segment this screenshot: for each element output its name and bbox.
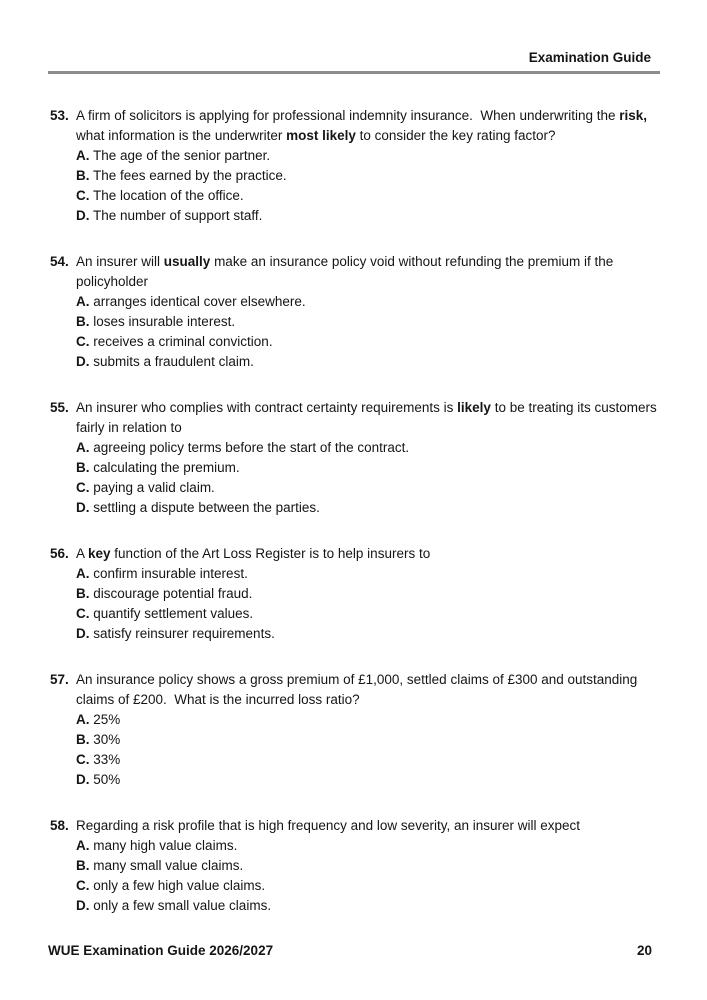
question — [50, 670, 657, 790]
option-letter: A. — [76, 294, 90, 309]
answer-option — [76, 584, 657, 604]
question-stem: An insurer will usually make an insurance policy void without refunding the premium if the policyholder — [76, 254, 618, 289]
option-text: The age of the senior partner. — [89, 148, 271, 163]
option-letter: B. — [76, 732, 90, 747]
answer-option — [76, 458, 657, 478]
option-text: The location of the office. — [89, 188, 244, 203]
option-text: paying a valid claim. — [89, 480, 215, 495]
option-letter: A. — [76, 838, 90, 853]
option-text: discourage potential fraud. — [89, 586, 253, 601]
option-text: 50% — [89, 772, 121, 787]
option-letter: C. — [76, 188, 90, 203]
option-letter: B. — [76, 858, 90, 873]
option-letter: D. — [76, 626, 90, 641]
option-text: 25% — [89, 712, 121, 727]
option-text: submits a fraudulent claim. — [89, 354, 254, 369]
question-stem: An insurance policy shows a gross premium of £1,000, settled claims of £300 and outstanding claims of £200. What is the incurred loss ratio? — [76, 672, 642, 707]
option-text: calculating the premium. — [89, 460, 240, 475]
option-text: quantify settlement values. — [89, 606, 254, 621]
answer-option — [76, 438, 657, 458]
page-number: 20 — [636, 943, 652, 958]
option-text: agreeing policy terms before the start of the contract. — [89, 440, 410, 455]
question-stem: Regarding a risk profile that is high frequency and low severity, an insurer will expect — [76, 818, 580, 833]
answer-option — [76, 624, 657, 644]
option-text: confirm insurable interest. — [89, 566, 248, 581]
option-text: satisfy reinsurer requirements. — [89, 626, 275, 641]
page-footer — [48, 941, 652, 961]
answer-option — [76, 312, 657, 332]
answer-option — [76, 352, 657, 372]
question-body — [76, 816, 657, 916]
answer-option — [76, 478, 657, 498]
option-text: 33% — [89, 752, 121, 767]
option-text: 30% — [89, 732, 121, 747]
option-text: The number of support staff. — [89, 208, 263, 223]
option-letter: C. — [76, 606, 90, 621]
question-number: 58. — [50, 818, 69, 833]
header-title: Examination Guide — [528, 50, 651, 65]
option-text: many small value claims. — [89, 858, 244, 873]
question-stem: A key function of the Art Loss Register is to help insurers to — [76, 546, 431, 561]
answer-option — [76, 730, 657, 750]
question — [50, 544, 657, 644]
option-letter: D. — [76, 898, 90, 913]
option-text: loses insurable interest. — [89, 314, 236, 329]
answer-option — [76, 206, 657, 226]
answer-option — [76, 292, 657, 312]
option-text: settling a dispute between the parties. — [89, 500, 320, 515]
option-text: receives a criminal conviction. — [89, 334, 273, 349]
option-letter: B. — [76, 460, 90, 475]
option-letter: C. — [76, 480, 90, 495]
option-letter: A. — [76, 712, 90, 727]
option-letter: D. — [76, 500, 90, 515]
option-letter: A. — [76, 566, 90, 581]
answer-option — [76, 770, 657, 790]
answer-option — [76, 896, 657, 916]
question — [50, 816, 657, 916]
option-letter: B. — [76, 314, 90, 329]
question-number: 56. — [50, 546, 69, 561]
answer-option — [76, 564, 657, 584]
question — [50, 398, 661, 518]
option-text: only a few small value claims. — [89, 898, 272, 913]
answer-option — [76, 836, 657, 856]
question — [50, 252, 657, 372]
option-letter: C. — [76, 334, 90, 349]
answer-option — [76, 186, 657, 206]
answer-option — [76, 856, 657, 876]
question-body — [76, 670, 657, 790]
option-letter: D. — [76, 208, 90, 223]
question-body — [76, 398, 661, 518]
option-letter: C. — [76, 752, 90, 767]
question-number: 53. — [50, 108, 69, 123]
answer-option — [76, 876, 657, 896]
option-letter: D. — [76, 354, 90, 369]
question-number: 57. — [50, 672, 69, 687]
question-number: 55. — [50, 400, 69, 415]
option-letter: D. — [76, 772, 90, 787]
question-stem: A firm of solicitors is applying for professional indemnity insurance. When underwriting the risk, what information is the underwriter most likely to consider the key rating factor? — [76, 108, 651, 143]
option-letter: A. — [76, 148, 90, 163]
answer-option — [76, 146, 657, 166]
answer-option — [76, 332, 657, 352]
option-text: many high value claims. — [89, 838, 238, 853]
option-letter: B. — [76, 586, 90, 601]
questions-list — [50, 106, 661, 942]
option-text: The fees earned by the practice. — [89, 168, 287, 183]
question — [50, 106, 657, 226]
answer-option — [76, 710, 657, 730]
header-rule — [48, 71, 660, 74]
question-body — [76, 544, 657, 644]
option-letter: A. — [76, 440, 90, 455]
question-stem: An insurer who complies with contract certainty requirements is likely to be treating its customers fairly in relation to — [76, 400, 661, 435]
option-text: arranges identical cover elsewhere. — [89, 294, 306, 309]
question-body — [76, 106, 657, 226]
question-body — [76, 252, 657, 372]
answer-option — [76, 498, 657, 518]
option-letter: C. — [76, 878, 90, 893]
page-header — [48, 48, 651, 68]
footer-document-title: WUE Examination Guide 2026/2027 — [48, 943, 274, 958]
option-text: only a few high value claims. — [89, 878, 266, 893]
answer-option — [76, 166, 657, 186]
answer-option — [76, 750, 657, 770]
answer-option — [76, 604, 657, 624]
option-letter: B. — [76, 168, 90, 183]
question-number: 54. — [50, 254, 69, 269]
